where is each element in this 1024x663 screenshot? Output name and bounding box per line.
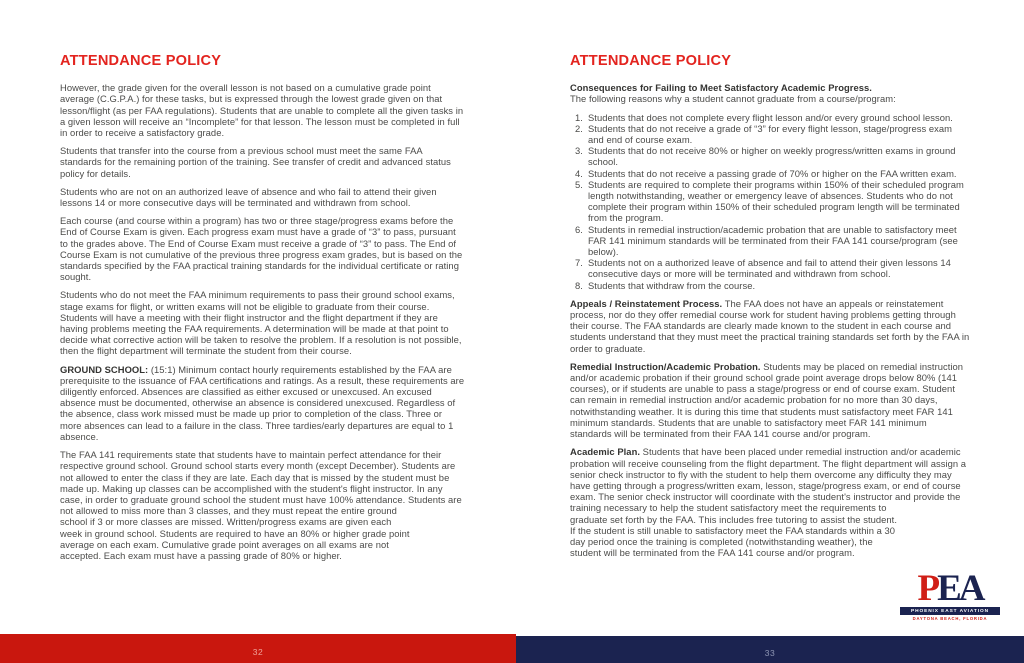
ground-school-text: (15:1) Minimum contact hourly requirements established by the FAA are prerequisite to the issuance of FAA certifications and ratings. As a result, these requirements are diligently enforced. Absences are classified as either excused or unexcused. An excused absence must be documented, otherwise an absence is considered unexcused. Regardless of the absence, class work missed must be made up prior to completion of the class. Three or more absences can lead to a failure in the class. Three tardies/early departures are equal to 1 absence. bbox=[60, 363, 465, 442]
list-item-text: Students are required to complete their programs within 150% of their scheduled program length notwithstanding, weather or emergency leave of absences. Students who do not complete their program within 150% of their scheduled program length will be terminated from the program. bbox=[588, 178, 964, 224]
page-number-left: 32 bbox=[252, 646, 264, 657]
list-item-text: Students that withdraw from the course. bbox=[588, 279, 756, 291]
numbered-list bbox=[570, 112, 970, 291]
paragraph-ground-school bbox=[60, 364, 466, 442]
pea-logo-name: PHOENIX EAST AVIATION bbox=[900, 607, 1000, 615]
list-item bbox=[575, 280, 970, 291]
consequences-intro: The following reasons why a student cannot graduate from a course/program: bbox=[570, 93, 896, 105]
list-item-number: 8. bbox=[575, 279, 583, 291]
footer-bar-left bbox=[0, 634, 516, 663]
paragraph: However, the grade given for the overall lesson is not based on a cumulative grade point average (C.G.P.A.) for these tasks, but is expressed through the lowest grade given on that lesson/flight (as per FAA regulations). Students that are unable to complete all the given tasks in a given lesson will receive an “Incomplete” for that lesson. The lesson must be completed in full in order to receive a satisfactory grade. bbox=[60, 82, 464, 139]
paragraph: Students who are not on an authorized leave of absence and who fail to attend their given lessons 14 or more consecutive days will be terminated and withdrawn from school. bbox=[60, 185, 437, 209]
paragraph: Students who do not meet the FAA minimum requirements to pass their ground school exams, stage exams for flight, or written exams will not be eligible to graduate from their course. Students will have a meeting with their flight instructor and the flight department if they are having problems meeting the FAA requirements. A determination will be made at that point to decide what corrective action will be taken to resolve the problem. If a resolution is not possible, then the flight department will terminate the student from their course. bbox=[60, 289, 462, 357]
list-item-number: 6. bbox=[575, 223, 583, 235]
remedial-text: Students may be placed on remedial instruction and/or academic probation if their ground school grade point average drops below 80% (141 courses), or if students are unable to pass a stage/progress or end of course exam. Student can remain in remedial instruction and/or academic probation for no more than 30 days, notwithstanding weather. It is during this time that students must satisfactory meet FAR 141 minimum standards. Students that are unable to satisfactory meet FAR 141 minimum standards will be terminated from their FAA 141 course and/or program. bbox=[570, 360, 964, 440]
list-item bbox=[575, 179, 970, 224]
pea-logo bbox=[900, 568, 1000, 621]
consequences-heading: Consequences for Failing to Meet Satisfactory Academic Progress. bbox=[570, 82, 872, 94]
paragraph: Each course (and course within a program) has two or three stage/progress exams before the End of Course Exam is given. Each progress exam must have a grade of “3” to pass, pursuant to the grades above. The End of Course Exam must receive a grade of “3” to pass. The End of Course Exam is not cumulative of the previous three progress exam grades, but is based on the standards specified by the FAA practical training standards for the individual certificate or rating sought. bbox=[60, 215, 463, 283]
appeals-text: The FAA does not have an appeals or reinstatement process, nor do they offer remedial course work for student having problems getting through their course. The FAA standards are clearly made known to the student in each course and students understand that they must meet the practical training standards set forth by the FAA in order to graduate. bbox=[570, 297, 970, 354]
list-item-number: 7. bbox=[575, 257, 583, 269]
page-number-right: 33 bbox=[764, 647, 776, 658]
list-item-number: 1. bbox=[575, 111, 583, 123]
list-item bbox=[575, 224, 970, 258]
pea-logo-letters bbox=[900, 568, 1000, 609]
page-right bbox=[512, 0, 1024, 663]
list-item-number: 2. bbox=[575, 122, 583, 134]
section-appeals bbox=[570, 298, 970, 354]
list-item-number: 5. bbox=[575, 178, 583, 190]
list-item-number: 3. bbox=[575, 145, 583, 157]
list-item-number: 4. bbox=[575, 167, 583, 179]
page-title-right: ATTENDANCE POLICY bbox=[570, 53, 732, 69]
list-item-text: Students that do not receive 80% or higher on weekly progress/written exams in ground school. bbox=[588, 145, 956, 168]
list-item bbox=[575, 123, 970, 145]
academic-plan-label: Academic Plan. bbox=[570, 446, 641, 458]
pea-logo-letter-p: P bbox=[917, 568, 938, 609]
appeals-label: Appeals / Reinstatement Process. bbox=[570, 297, 723, 309]
page-title-left: ATTENDANCE POLICY bbox=[60, 53, 222, 69]
section-remedial bbox=[570, 361, 970, 439]
paragraph-closing bbox=[60, 449, 466, 561]
closing-text: The FAA 141 requirements state that students have to maintain perfect attendance for their respective ground school. Ground school starts every month (except December). Students are not allowed to enter the class if they are late. Each day that is missed by the student must be made up. Making up classes can be accomplished with the student's flight instructor. In any case, in order to graduate ground school the student must have 100% attendance. Students are not allowed to miss more than 3 classes, and they must repeat the entire ground school if 3 or more classes are missed. Written/progress exams are given each week in ground school. Students are required to have an 80% or higher grade point average on each exam. Cumulative grade point averages on all exams are not accepted. Each exam must have a passing grade of 80% or higher. bbox=[60, 449, 462, 561]
section-academic-plan bbox=[570, 446, 970, 558]
list-item bbox=[575, 168, 970, 179]
list-item-text: Students not on a authorized leave of absence and fail to attend their given lessons 14 consecutive days or more will be terminated and withdrawn from school. bbox=[588, 257, 951, 280]
list-item bbox=[575, 145, 970, 167]
left-column bbox=[60, 53, 466, 585]
footer-bar-right bbox=[516, 636, 1024, 663]
paragraph: Students that transfer into the course from a previous school must meet the same FAA standards for the remaining portion of the training. See transfer of credit and advanced status policy for details. bbox=[60, 145, 451, 179]
right-column bbox=[570, 53, 970, 588]
list-item bbox=[575, 112, 970, 123]
pea-logo-letters-ea: EA bbox=[937, 568, 983, 609]
pea-logo-location: DAYTONA BEACH, FLORIDA bbox=[912, 616, 988, 621]
remedial-label: Remedial Instruction/Academic Probation. bbox=[570, 360, 761, 372]
list-item-text: Students that do not receive a passing grade of 70% or higher on the FAA written exam. bbox=[588, 167, 957, 179]
list-item-text: Students that does not complete every flight lesson and/or every ground school lesson. bbox=[588, 111, 953, 123]
ground-school-label: GROUND SCHOOL: bbox=[60, 363, 149, 375]
list-item-text: Students that do not receive a grade of “3” for every flight lesson, stage/progress exam and end of course exam. bbox=[588, 122, 952, 146]
list-item-text: Students in remedial instruction/academic probation that are unable to satisfactory meet FAR 141 minimum standards will be terminated from their FAA 141 course/program (see below). bbox=[588, 223, 958, 258]
list-item bbox=[575, 257, 970, 279]
academic-plan-text: Students that have been placed under remedial instruction and/or academic probation will receive counseling from the flight department. The flight department will assign a senior check instructor to fly with the student to help them overcome any difficulty they may have getting through a progress/written exam, lesson, stage/progress exam, or end of course exam. The senior check instructor will coordinate with the student's instructor and provide the training necessary to help the student satisfactory meet the requirements to graduate set forth by the FAA. This includes free tutoring to assist the student. If the student is still unable to satisfactory meet the FAA standards within a 30 day period once the training is completed (notwithstanding weather), the student will be terminated from the FAA 141 course and/or program. bbox=[570, 446, 967, 559]
